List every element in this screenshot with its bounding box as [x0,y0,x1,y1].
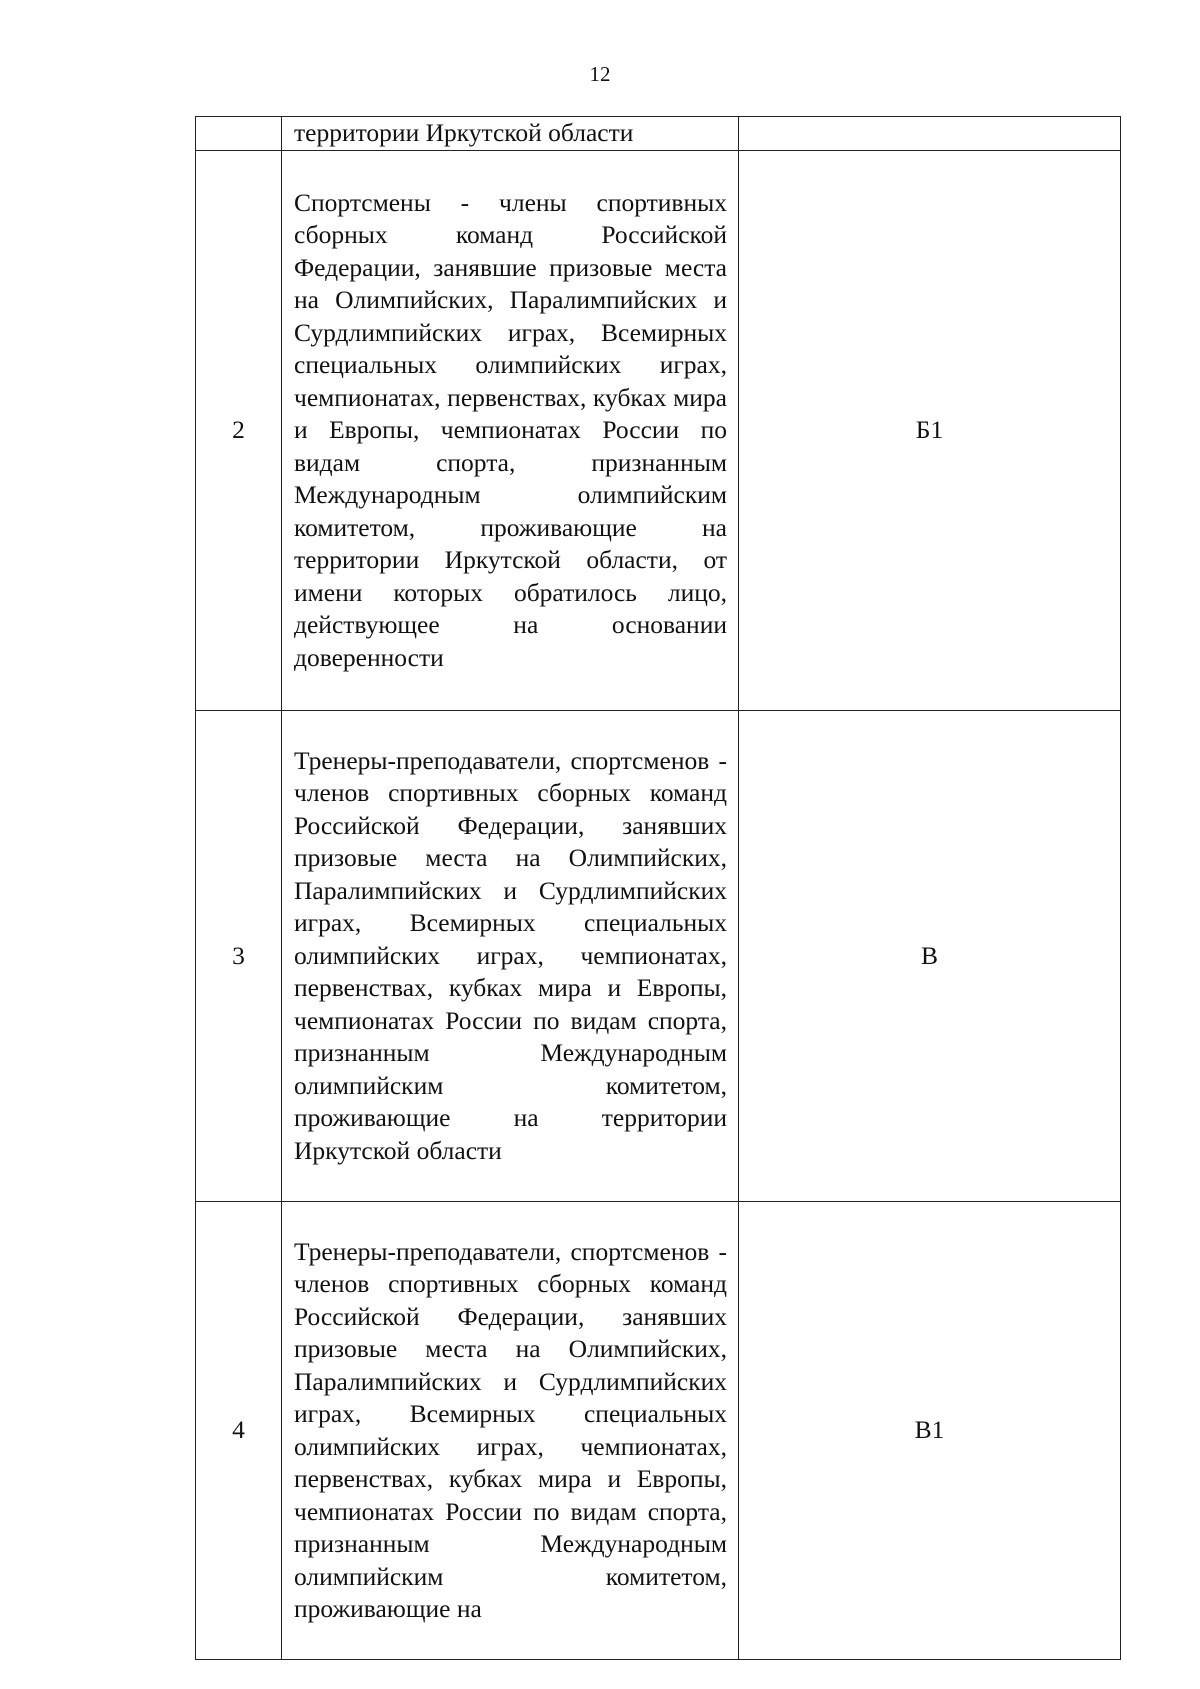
row-number-cell [196,117,282,151]
row-description-text: Спортсмены - члены спортивных сборных команд Российской Федерации, занявшие призовые места на Олимпийских, Паралимпийских и Сурдлимпийских играх, Всемирных специальных олимпийских играх, чемпионатах, первенствах, кубках мира и Европы, чемпионатах России по видам спорта, признанным Международным олимпийским комитетом, проживающие на территории Иркутской области, от имени которых обратилось лицо, действующее на основании доверенности [294,187,727,672]
row-number-cell: 2 [196,151,282,711]
row-description-cell [282,1202,739,1660]
row-description-text: территории Иркутской области [294,118,634,148]
table-row [196,1202,1121,1660]
row-code-cell: В1 [739,1202,1121,1660]
row-code-cell: Б1 [739,151,1121,711]
row-number-cell: 4 [196,1202,282,1660]
row-code-cell: В [739,711,1121,1202]
page-number: 12 [589,62,611,86]
row-description-text: Тренеры-преподаватели, спортсменов - членов спортивных сборных команд Российской Федерации, занявших призовые места на Олимпийских, Паралимпийских и Сурдлимпийских играх, Всемирных специальных олимпийских играх, чемпионатах, первенствах, кубках мира и Европы, чемпионатах России по видам спорта, признанным Международным олимпийским комитетом, проживающие на [294,1236,727,1623]
row-number-cell: 3 [196,711,282,1202]
row-description-text: Тренеры-преподаватели, спортсменов - членов спортивных сборных команд Российской Федерации, занявших призовые места на Олимпийских, Паралимпийских и Сурдлимпийских играх, Всемирных специальных олимпийских играх, чемпионатах, первенствах, кубках мира и Европы, чемпионатах России по видам спорта, признанным Международным олимпийским комитетом, проживающие на территории Иркутской области [294,745,727,1165]
row-description-cell [282,711,739,1202]
document-table [195,116,1121,1660]
table-row [196,151,1121,711]
table-row [196,117,1121,151]
table-row [196,711,1121,1202]
row-code-cell [739,117,1121,151]
row-description-cell [282,117,739,151]
row-description-cell [282,151,739,711]
